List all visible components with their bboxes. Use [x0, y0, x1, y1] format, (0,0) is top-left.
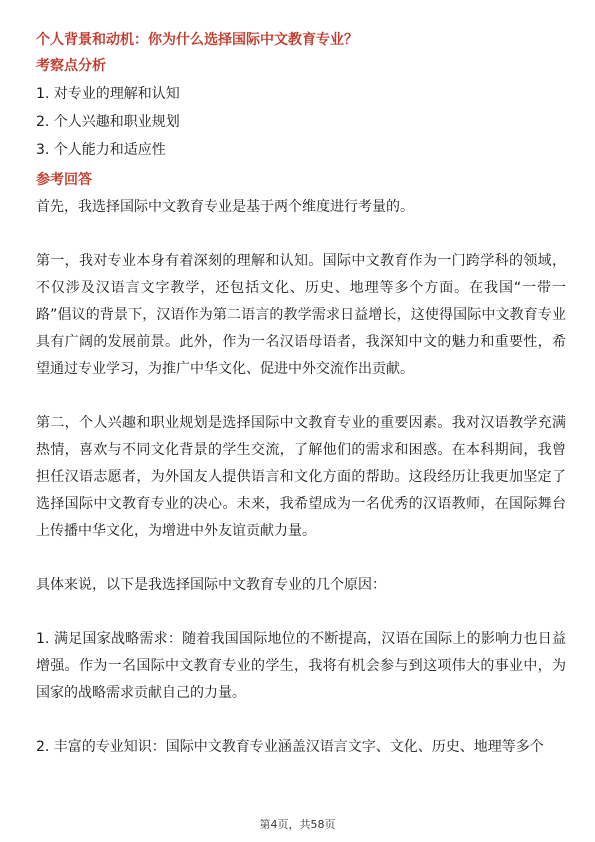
analysis-point: 2. 个人兴趣和职业规划: [36, 114, 180, 130]
answer-body: [36, 194, 566, 761]
answer-paragraph: 2. 丰富的专业知识：国际中文教育专业涵盖汉语言文字、文化、历史、地理等多个: [36, 739, 544, 755]
analysis-list: [36, 80, 566, 164]
document-page: [36, 30, 566, 788]
analysis-point: 3. 个人能力和适应性: [36, 142, 166, 158]
answer-paragraph: 具体来说，以下是我选择国际中文教育专业的几个原因：: [36, 577, 386, 593]
answer-paragraph: 首先，我选择国际中文教育专业是基于两个维度进行考量的。: [36, 199, 414, 215]
answer-paragraph: 1. 满足国家战略需求：随着我国国际地位的不断提高，汉语在国际上的影响力也日益增强。作为一名国际中文教育专业的学生，我将有机会参与到这项伟大的事业中，为国家的战略需求贡献自己的力量。: [36, 631, 566, 701]
answer-paragraph: 第一，我对专业本身有着深刻的理解和认知。国际中文教育作为一门跨学科的领域，不仅涉及汉语言文字教学，还包括文化、历史、地理等多个方面。在我国“一带一路”倡议的背景下，汉语作为第二语言的教学需求日益增长，这使得国际中文教育专业具有广阔的发展前景。此外，作为一名汉语母语者，我深知中文的魅力和重要性，希望通过专业学习，为推广中华文化、促进中外交流作出贡献。: [36, 253, 566, 377]
page-footer: 第4页，共58页: [259, 818, 336, 831]
question-title: 个人背景和动机：你为什么选择国际中文教育专业？: [36, 32, 358, 48]
answer-heading: 参考回答: [36, 172, 92, 188]
analysis-heading: 考察点分析: [36, 58, 106, 74]
answer-paragraph: 第二，个人兴趣和职业规划是选择国际中文教育专业的重要因素。我对汉语教学充满热情，喜欢与不同文化背景的学生交流，了解他们的需求和困惑。在本科期间，我曾担任汉语志愿者，为外国友人提供语言和文化方面的帮助。这段经历让我更加坚定了选择国际中文教育专业的决心。未来，我希望成为一名优秀的汉语教师，在国际舞台上传播中华文化，为增进中外友谊贡献力量。: [36, 415, 566, 539]
analysis-point: 1. 对专业的理解和认知: [36, 86, 180, 102]
